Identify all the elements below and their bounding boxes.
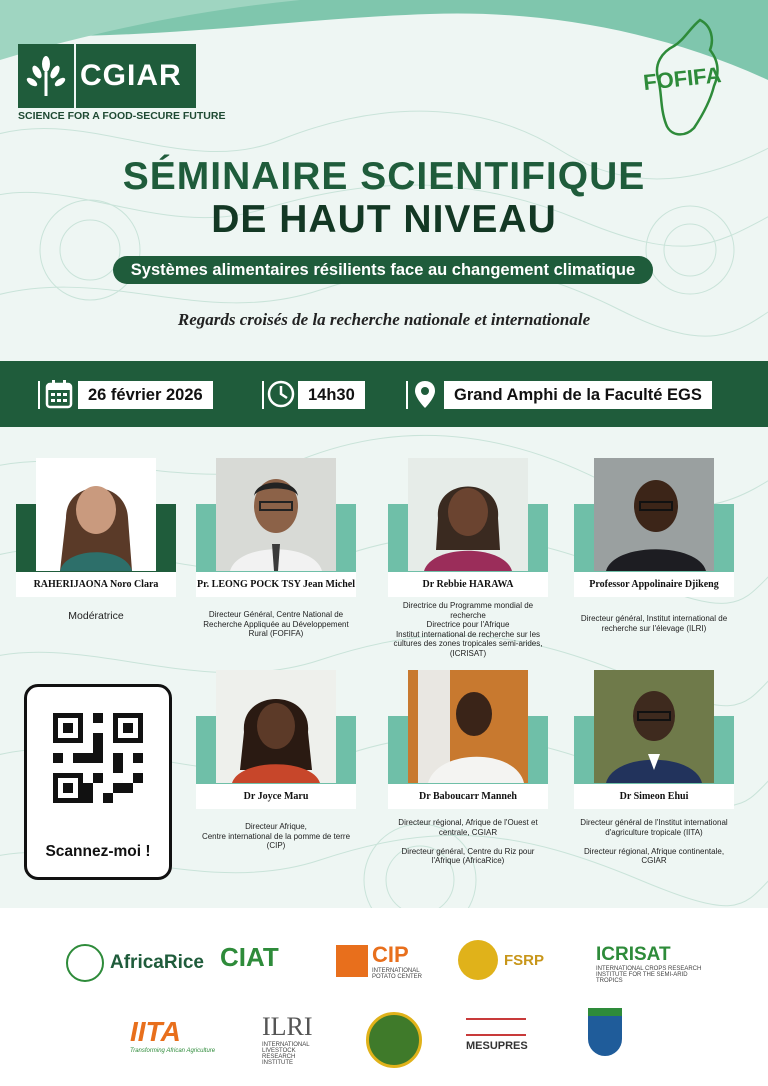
- ciat-name: CIAT: [220, 942, 279, 972]
- fsrp-logo: [458, 940, 544, 980]
- divider: [262, 381, 264, 409]
- wheat-icon: [18, 44, 74, 108]
- speaker-name: Professor Appolinaire Djikeng: [574, 572, 734, 597]
- ciat-logo: [220, 942, 279, 973]
- cgiar-name: CGIAR: [74, 44, 182, 108]
- university-crest-logo: [588, 1008, 622, 1061]
- mesupres-logo: [466, 1018, 528, 1054]
- speaker-photo: [408, 670, 528, 783]
- fofifa-text: FOFIFA: [642, 62, 723, 96]
- ilri-subtitle: INTERNATIONAL LIVESTOCK RESEARCH INSTITUTE: [262, 1042, 310, 1066]
- ilri-name: ILRI: [262, 1012, 313, 1041]
- speaker-description: [196, 610, 356, 639]
- icrisat-subtitle: INTERNATIONAL CROPS RESEARCH INSTITUTE FOR THE SEMI-ARID TROPICS: [596, 966, 702, 984]
- speaker-name: Pr. LEONG POCK TSY Jean Michel: [196, 572, 356, 597]
- cip-name: CIP: [372, 942, 409, 967]
- event-title-line2: DE HAUT NIVEAU: [211, 198, 557, 241]
- speaker-description: [388, 601, 548, 658]
- clock-icon: [266, 378, 296, 410]
- rice-icon: [66, 944, 104, 982]
- speaker-name: RAHERIJAONA Noro Clara: [16, 572, 176, 597]
- divider: [406, 381, 408, 409]
- mesupres-name: MESUPRES: [466, 1040, 528, 1052]
- speaker-description: [388, 818, 548, 866]
- qr-code[interactable]: [53, 713, 143, 803]
- cip-logo: [336, 942, 442, 980]
- speaker-photo: [594, 458, 714, 571]
- event-title-line1: SÉMINAIRE SCIENTIFIQUE: [122, 155, 646, 198]
- speaker-desc-text: Directrice du Programme mondial de recherche Directrice pour l'Afrique Institut international de recherche sur les cultures des zones tropicales semi-arides, (ICRISAT): [393, 601, 543, 658]
- speaker-name: Dr Baboucarr Manneh: [388, 784, 548, 809]
- event-venue: Grand Amphi de la Faculté EGS: [444, 381, 712, 409]
- event-info-band: [0, 361, 768, 427]
- speaker-description: [574, 818, 734, 866]
- qr-label: Scannez-moi !: [45, 843, 151, 860]
- speaker-description: [196, 822, 356, 851]
- fofifa-logo: [640, 16, 726, 140]
- speaker-role: Modératrice: [68, 610, 124, 622]
- speaker-photo: [216, 458, 336, 571]
- cgiar-logo: [18, 44, 196, 108]
- speaker-description: [574, 614, 734, 633]
- speaker-photo: [36, 458, 156, 571]
- icrisat-logo: [596, 944, 706, 984]
- location-pin-icon: [410, 378, 440, 410]
- speaker-desc-text: Directeur général, Institut international de recherche sur l'élevage (ILRI): [580, 614, 728, 633]
- speaker-name: Dr Simeon Ehui: [574, 784, 734, 809]
- speaker-name: Dr Joyce Maru: [196, 784, 356, 809]
- ilri-logo: [262, 1012, 326, 1066]
- speaker-desc-text: Directeur général de l'Institut international d'agriculture tropicale (IITA) Directeur régional, Afrique continentale, CGIAR: [580, 818, 728, 865]
- seal-icon: [366, 1012, 422, 1068]
- event-date: 26 février 2026: [78, 381, 213, 409]
- iita-name: IITA: [130, 1016, 181, 1047]
- speaker-desc-text: Directeur régional, Afrique de l'Ouest et centrale, CGIAR Directeur général, Centre du Riz pour l'Afrique (AfricaRice): [398, 818, 538, 865]
- speaker-photo: [216, 670, 336, 783]
- ministry-seal-logo: [366, 1012, 422, 1073]
- speaker-photo: [594, 670, 714, 783]
- fsrp-emblem-icon: [458, 940, 498, 980]
- event-time: 14h30: [298, 381, 365, 409]
- africarice-logo: [66, 944, 204, 982]
- qr-code-box[interactable]: [24, 684, 172, 880]
- divider: [38, 381, 40, 409]
- speaker-name: Dr Rebbie HARAWA: [388, 572, 548, 597]
- iita-logo: [130, 1016, 215, 1054]
- partner-logos: [0, 908, 768, 1086]
- cgiar-tagline: SCIENCE FOR A FOOD-SECURE FUTURE: [18, 110, 226, 122]
- cip-subtitle: INTERNATIONAL POTATO CENTER: [372, 968, 423, 980]
- calendar-icon: [44, 378, 74, 410]
- crest-icon: [588, 1008, 622, 1056]
- event-subtitle: Systèmes alimentaires résilients face au changement climatique: [113, 256, 653, 284]
- event-tagline: Regards croisés de la recherche nationale et internationale: [177, 310, 591, 329]
- speaker-photo: [408, 458, 528, 571]
- icrisat-name: ICRISAT: [596, 944, 671, 965]
- potato-icon: [336, 945, 368, 977]
- iita-subtitle: Transforming African Agriculture: [130, 1048, 216, 1054]
- africarice-name: AfricaRice: [110, 952, 204, 973]
- fsrp-name: FSRP: [504, 951, 545, 969]
- speaker-desc-text: Directeur Général, Centre National de Recherche Appliquée au Développement Rural (FOFIFA): [203, 610, 349, 638]
- speaker-desc-text: Directeur Afrique, Centre international de la pomme de terre (CIP): [201, 822, 351, 850]
- building-icon: [466, 1018, 526, 1036]
